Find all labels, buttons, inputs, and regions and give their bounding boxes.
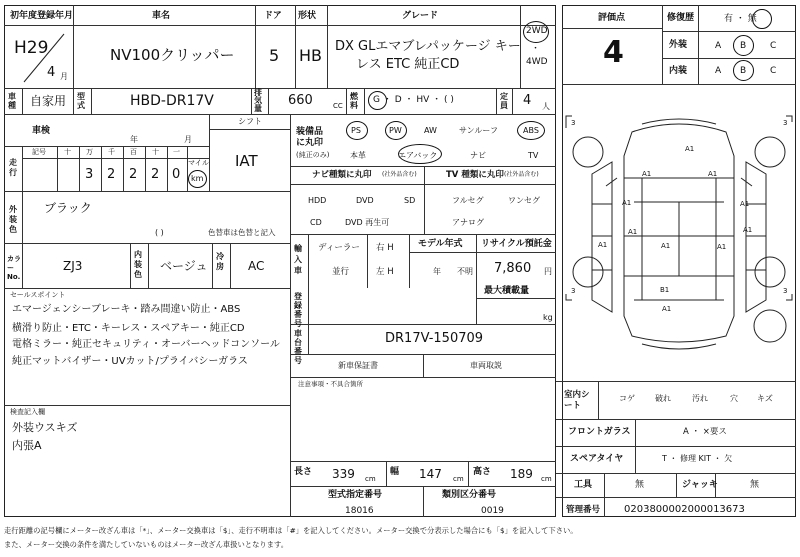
- model-year-label: モデル年式: [418, 239, 463, 249]
- shaken-year-unit: 年: [130, 135, 138, 144]
- damage-mark: A1: [685, 145, 695, 153]
- recycle-label: リサイクル預託金: [481, 239, 552, 249]
- mile-label: マイル: [188, 159, 209, 167]
- main-form: [4, 5, 556, 517]
- windshield-opts: A ・ ×要ス: [683, 427, 727, 437]
- fuel-options: G ・ D ・ HV ・ ( ): [373, 95, 454, 105]
- corner-mark-tl: 3: [571, 119, 576, 127]
- type-no-label: 型式指定番号: [328, 490, 383, 500]
- navi-hdd: HDD: [308, 196, 327, 205]
- tools-value: 無: [635, 480, 645, 490]
- import-right-h: 右 H: [376, 243, 394, 253]
- damage-mark: A1: [661, 242, 671, 250]
- int-c: C: [770, 66, 777, 76]
- windshield-label: フロントガラス: [568, 427, 631, 437]
- month-unit: 月: [60, 72, 68, 81]
- repair-options: 有 ・ 無: [724, 14, 757, 24]
- shape: HB: [299, 46, 323, 65]
- height-label: 高さ: [473, 467, 492, 477]
- selling-line-4: 純正マットバイザー・UVカット/プライバシーガラス: [12, 356, 248, 367]
- car-name-label: 車名: [152, 11, 171, 21]
- width-value: 147: [419, 467, 442, 481]
- seat-burn: コゲ: [619, 394, 635, 403]
- seat-tear: 破れ: [655, 394, 671, 403]
- repair-label: 修復歴: [667, 13, 695, 23]
- interior-color-label: 内装色: [134, 250, 142, 279]
- score-label: 評価点: [598, 13, 626, 23]
- corner-mark-tr: 3: [783, 119, 788, 127]
- kind: 自家用: [30, 94, 67, 108]
- ext-b: B: [740, 41, 747, 51]
- model: HBD-DR17V: [130, 93, 214, 109]
- car-damage-diagram: [562, 86, 796, 381]
- mileage-digit: 2: [129, 167, 138, 182]
- equip-abs: ABS: [523, 126, 539, 135]
- selling-line-2: 横滑り防止・ETC・キーレス・スペアキー・純正CD: [12, 323, 245, 334]
- mgmt-no: 0203800002000013673: [624, 504, 745, 515]
- spare-opts: T ・ 修理 KIT ・ 欠: [662, 454, 733, 463]
- equip-airbag: エアバック: [398, 151, 438, 160]
- tools-label: 工具: [574, 480, 593, 490]
- capacity: 4: [523, 93, 532, 108]
- tv-label: TV 種類に丸印: [446, 170, 504, 180]
- drive-2wd: 2WD: [526, 26, 548, 36]
- height-value: 189: [510, 467, 533, 481]
- color-paren: ( ): [155, 228, 164, 237]
- height-unit: cm: [541, 475, 552, 483]
- equip-aw: AW: [424, 126, 437, 135]
- digit-label: 万: [86, 148, 93, 156]
- score: 4: [603, 35, 624, 70]
- mileage-digit: 3: [85, 167, 94, 182]
- mileage-label: 走行: [9, 158, 17, 177]
- registration-label: 登録番号: [294, 292, 302, 328]
- shape-label: 形状: [298, 11, 317, 21]
- first-reg-year: H29: [14, 38, 49, 58]
- recycle-value: 7,860: [494, 261, 532, 276]
- import-parallel: 並行: [332, 267, 350, 277]
- equip-pw: PW: [389, 126, 402, 135]
- fuel-label: 燃料: [350, 92, 358, 110]
- navi-cd: CD: [310, 218, 322, 227]
- equipment-sublabel: (純正のみ): [296, 151, 330, 159]
- footer-line-1: 走行距離の記号欄にメーター改ざん車は「*」、メーター交換車は「$」、走行不明車は「#」を記入してください。メーター交換で分表示した場合にも「$」を記入して下さい。: [4, 526, 578, 535]
- chassis-label: 車台番号: [294, 329, 302, 365]
- damage-mark: A1: [717, 243, 727, 251]
- equip-navi: ナビ: [470, 151, 486, 160]
- footer-line-2: また、メーター交換の条件を満たしていないものはメーター改ざん車扱いとなります。: [4, 540, 288, 549]
- int-b: B: [740, 66, 747, 76]
- mileage-digit: 2: [107, 167, 116, 182]
- corner-mark-br: 3: [783, 287, 788, 295]
- navi-label: ナビ種類に丸印: [312, 170, 372, 180]
- selling-line-3: 電格ミラー・純正セキュリティ・オーバーヘッドコンソール: [12, 339, 280, 350]
- digit-label: 一: [173, 148, 180, 156]
- exterior-label: 外装: [669, 40, 688, 50]
- seat-scratch: キズ: [757, 394, 773, 403]
- car-name: NV100クリッパー: [110, 46, 235, 64]
- tv-fullseg: フルセグ: [452, 196, 484, 205]
- color-no-label: カラーNo.: [7, 255, 21, 281]
- damage-mark: A1: [708, 170, 718, 178]
- color-note: 色替車は色替と記入: [208, 228, 276, 237]
- import-label: 輸入車: [294, 244, 302, 275]
- ext-c: C: [770, 41, 777, 51]
- class-no: 0019: [481, 506, 504, 516]
- navi-sub: (社外品含む): [382, 171, 417, 178]
- equipment-label: 装備品に丸印: [296, 127, 324, 148]
- int-a: A: [715, 66, 722, 76]
- grade-label: グレード: [402, 11, 439, 21]
- damage-mark: A1: [622, 199, 632, 207]
- first-reg-label: 初年度登録年月: [10, 11, 74, 21]
- length-value: 339: [332, 467, 355, 481]
- navi-dvd-play: DVD 再生可: [345, 218, 390, 227]
- tv-sub: (社外品含む): [504, 171, 539, 178]
- displacement-label: 排気量: [254, 88, 262, 113]
- damage-mark: A1: [743, 226, 753, 234]
- equip-leather: 本革: [350, 151, 366, 160]
- manual-label: 車両取説: [470, 361, 502, 370]
- digit-label: 十: [152, 148, 159, 156]
- color-value: ブラック: [44, 201, 92, 215]
- corner-mark-bl: 3: [571, 287, 576, 295]
- interior-label: 内装: [669, 66, 688, 76]
- ext-a: A: [715, 41, 722, 51]
- inspector-line-1: 外装ウスキズ: [12, 421, 78, 434]
- equip-sunroof: サンルーフ: [459, 126, 498, 135]
- selling-line-1: エマージェンシーブレーキ・踏み間違い防止・ABS: [12, 304, 241, 315]
- symbol-label: 記号: [32, 148, 46, 156]
- class-no-label: 類別区分番号: [442, 490, 497, 500]
- selling-points-label: セールスポイント: [10, 291, 66, 299]
- kind-label: 車種: [8, 92, 16, 110]
- model-year-value: 不明: [457, 267, 473, 276]
- max-load-label: 最大積載量: [484, 286, 530, 296]
- navi-sd: SD: [404, 196, 416, 205]
- tv-analog: アナログ: [452, 218, 484, 227]
- kg-unit: kg: [543, 313, 553, 322]
- width-unit: cm: [453, 475, 464, 483]
- cc-unit: CC: [333, 102, 343, 110]
- length-unit: cm: [365, 475, 376, 483]
- type-no: 18016: [345, 506, 374, 516]
- notes-label: 注意事項・不具合箇所: [298, 380, 363, 388]
- interior-color: ベージュ: [160, 259, 208, 273]
- first-reg-month: 4: [47, 65, 56, 80]
- ac-label: 冷房: [216, 252, 224, 271]
- damage-mark: A1: [642, 170, 652, 178]
- grade-line2: レス ETC 純正CD: [356, 57, 460, 72]
- mgmt-label: 管理番号: [566, 505, 601, 515]
- width-label: 幅: [390, 467, 400, 477]
- recycle-unit: 円: [544, 267, 552, 276]
- capacity-unit: 人: [542, 102, 550, 111]
- digit-label: 百: [130, 148, 137, 156]
- navi-dvd: DVD: [356, 196, 374, 205]
- drive-dot: ・: [531, 44, 541, 54]
- inspector-line-2: 内張A: [12, 439, 42, 452]
- capacity-label: 定員: [500, 92, 508, 110]
- jack-value: 無: [750, 480, 760, 490]
- cabin-seat-label: 室内シート: [564, 390, 590, 411]
- damage-mark: A1: [740, 200, 750, 208]
- color-no: ZJ3: [63, 259, 83, 273]
- damage-mark: A1: [662, 305, 672, 313]
- seat-hole: 穴: [730, 394, 738, 403]
- equip-ps: PS: [351, 126, 361, 135]
- spare-label: スペアタイヤ: [570, 454, 624, 464]
- digit-label: 千: [108, 148, 115, 156]
- shift-label: シフト: [238, 117, 262, 126]
- seat-dirt: 汚れ: [692, 394, 708, 403]
- inspector-label: 検査記入欄: [10, 408, 45, 416]
- doors: 5: [269, 46, 280, 65]
- drive-4wd: 4WD: [526, 57, 548, 67]
- mileage-digit: 2: [151, 167, 160, 182]
- damage-mark: A1: [598, 241, 608, 249]
- mileage-digit: 0: [172, 167, 181, 182]
- length-label: 長さ: [294, 467, 313, 477]
- equip-tv: TV: [528, 151, 539, 160]
- warranty-label: 新車保証書: [338, 361, 378, 370]
- damage-mark: B1: [660, 286, 670, 294]
- import-dealer: ディーラー: [318, 243, 360, 253]
- tv-oneseg: ワンセグ: [508, 196, 540, 205]
- shift: IAT: [235, 152, 258, 170]
- color-label: 外装色: [9, 205, 17, 234]
- shaken-month-unit: 月: [184, 135, 192, 144]
- damage-mark: A1: [628, 228, 638, 236]
- chassis-value: DR17V-150709: [385, 331, 484, 346]
- model-year-unit: 年: [433, 267, 441, 276]
- grade-line1: DX GLエマブレパッケージ キー: [335, 39, 521, 54]
- digit-label: 十: [64, 148, 71, 156]
- ac: AC: [248, 259, 265, 273]
- import-left-h: 左 H: [376, 267, 394, 277]
- door-label: ドア: [264, 11, 282, 21]
- jack-label: ジャッキ: [682, 480, 718, 490]
- shaken-label: 車検: [32, 126, 51, 136]
- km-label: km: [191, 174, 204, 183]
- model-label: 型式: [77, 92, 85, 110]
- displacement: 660: [288, 93, 313, 108]
